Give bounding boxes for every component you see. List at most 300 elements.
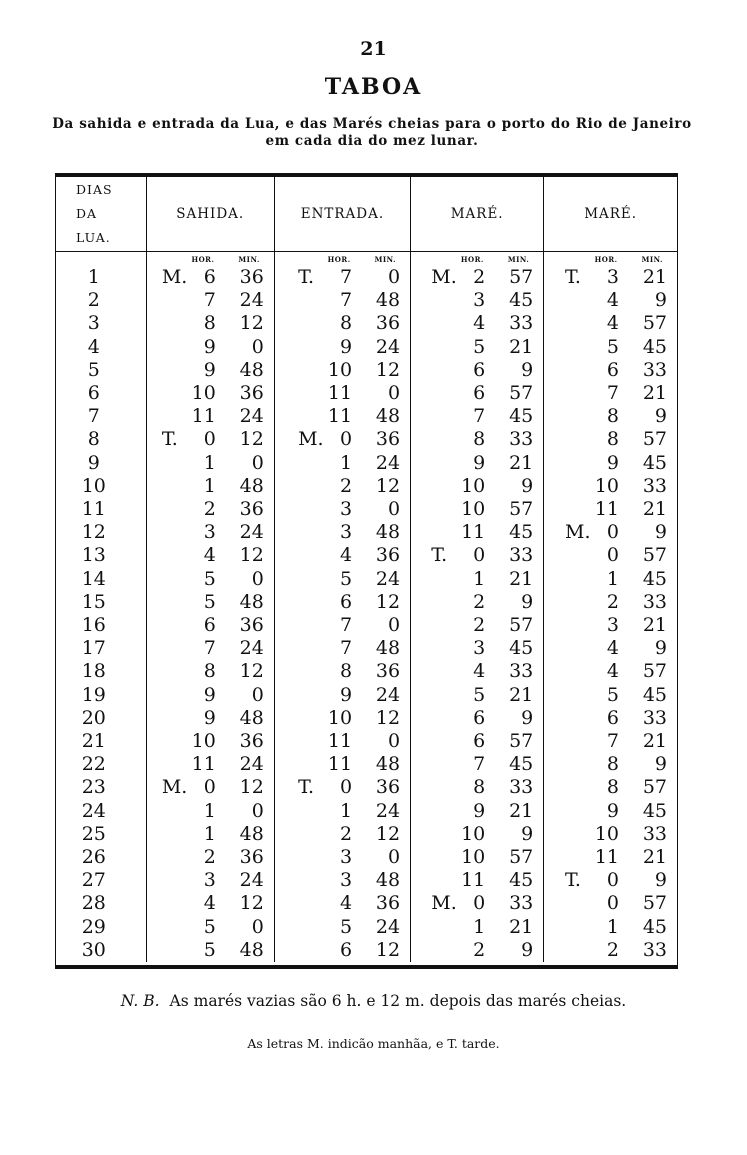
sahida-period xyxy=(162,336,190,359)
sahida-period xyxy=(162,614,190,637)
sahida-period xyxy=(162,405,190,428)
header-sahida: SAHIDA. xyxy=(146,177,274,252)
entrada-minutes: 12 xyxy=(375,474,401,497)
table-row xyxy=(56,359,677,382)
table-row xyxy=(56,939,677,962)
entrada-minutes: 36 xyxy=(375,428,401,451)
sahida-hours: 4 xyxy=(203,544,216,567)
sahida-cell xyxy=(146,475,274,498)
mare-2-hours: 0 xyxy=(606,544,619,567)
mare-2-minutes: 45 xyxy=(642,683,667,706)
mare-2-period xyxy=(565,684,593,707)
entrada-cell xyxy=(274,869,410,892)
mare-1-hours: 2 xyxy=(473,590,486,613)
table-row xyxy=(56,776,677,799)
mare-2-cell xyxy=(544,614,677,637)
mare-2-cell xyxy=(544,684,677,707)
entrada-cell xyxy=(274,846,410,869)
mare-1-hours: 4 xyxy=(473,660,486,683)
mare-2-period: T. xyxy=(565,266,581,288)
mare-1-period: T. xyxy=(431,544,448,567)
table-row xyxy=(56,382,677,405)
mare-2-period xyxy=(565,939,593,962)
entrada-minutes: 0 xyxy=(387,614,401,637)
mare-2-minutes: 21 xyxy=(642,498,667,521)
sahida-minutes: 12 xyxy=(239,660,264,683)
entrada-minutes: 36 xyxy=(375,544,401,567)
sahida-minutes: 24 xyxy=(239,637,264,660)
mare-1-period xyxy=(431,916,459,939)
units-mare-2: HOR. MIN. xyxy=(544,252,677,267)
day-cell: 11 xyxy=(81,498,106,521)
mare-1-minutes: 45 xyxy=(509,405,534,428)
entrada-cell xyxy=(274,916,410,939)
mare-1-hours: 6 xyxy=(473,730,486,753)
mare-2-period: M. xyxy=(565,521,591,544)
day-cell: 18 xyxy=(81,660,106,683)
mare-1-hours: 0 xyxy=(473,892,486,915)
mare-1-minutes: 9 xyxy=(521,474,534,497)
sahida-minutes: 24 xyxy=(239,869,264,892)
entrada-minutes: 12 xyxy=(375,822,401,845)
entrada-hours: 3 xyxy=(339,498,353,521)
sahida-hours: 0 xyxy=(203,776,216,799)
sahida-period: T. xyxy=(161,428,178,451)
mare-1-period xyxy=(431,312,459,335)
mare-2-period xyxy=(565,753,593,776)
sahida-minutes: 48 xyxy=(239,590,264,613)
units-row xyxy=(56,252,677,267)
entrada-cell xyxy=(274,382,410,405)
entrada-minutes: 48 xyxy=(375,753,401,776)
sahida-cell xyxy=(146,753,274,776)
day-cell: 14 xyxy=(81,567,106,590)
header-day-line1: DIAS xyxy=(76,182,113,197)
header-entrada: ENTRADA. xyxy=(274,177,410,252)
sahida-minutes: 24 xyxy=(239,289,264,312)
sahida-period xyxy=(162,869,190,892)
mare-2-cell xyxy=(544,405,677,428)
mare-1-minutes: 45 xyxy=(509,869,534,892)
entrada-minutes: 12 xyxy=(375,590,401,613)
entrada-hours: 6 xyxy=(339,590,353,613)
sahida-minutes: 12 xyxy=(239,544,264,567)
day-cell: 28 xyxy=(81,892,106,915)
entrada-hours: 3 xyxy=(339,869,353,892)
mare-1-cell xyxy=(411,730,544,753)
day-cell: 1 xyxy=(87,266,100,288)
mare-1-cell xyxy=(411,428,544,451)
day-cell: 2 xyxy=(87,289,100,312)
mare-2-period xyxy=(565,823,593,846)
mare-1-period xyxy=(431,823,459,846)
mare-2-period xyxy=(565,707,593,730)
mare-1-period xyxy=(431,498,459,521)
mare-2-hours: 0 xyxy=(606,521,619,544)
entrada-cell xyxy=(274,405,410,428)
mare-1-minutes: 21 xyxy=(509,683,534,706)
entrada-minutes: 48 xyxy=(375,869,401,892)
sahida-hours: 1 xyxy=(203,451,216,474)
mare-2-cell xyxy=(544,823,677,846)
sahida-minutes: 12 xyxy=(239,312,264,335)
table-row xyxy=(56,266,677,289)
mare-2-hours: 4 xyxy=(606,637,619,660)
table-row xyxy=(56,684,677,707)
entrada-minutes: 12 xyxy=(375,706,401,729)
table-row xyxy=(56,544,677,567)
sahida-hours: 8 xyxy=(203,660,216,683)
sahida-minutes: 0 xyxy=(251,451,264,474)
entrada-period xyxy=(298,452,326,475)
sahida-period xyxy=(162,684,190,707)
mare-1-hours: 10 xyxy=(461,846,486,869)
sahida-period xyxy=(162,382,190,405)
mare-2-hours: 10 xyxy=(594,822,619,845)
table-row xyxy=(56,591,677,614)
table-row xyxy=(56,475,677,498)
mare-1-minutes: 9 xyxy=(521,358,534,381)
mare-1-cell xyxy=(411,846,544,869)
mare-2-minutes: 45 xyxy=(642,799,667,822)
mare-2-cell xyxy=(544,753,677,776)
mare-1-hours: 4 xyxy=(473,312,486,335)
entrada-hours: 9 xyxy=(339,683,353,706)
sahida-minutes: 24 xyxy=(239,753,264,776)
sahida-cell xyxy=(146,591,274,614)
sahida-cell xyxy=(146,521,274,544)
sahida-period xyxy=(162,660,190,683)
entrada-hours: 5 xyxy=(339,567,353,590)
entrada-minutes: 12 xyxy=(375,938,401,961)
mare-1-cell xyxy=(411,521,544,544)
mare-2-period xyxy=(565,568,593,591)
mare-1-period xyxy=(431,846,459,869)
mare-2-cell xyxy=(544,359,677,382)
mare-2-minutes: 21 xyxy=(642,846,667,869)
sahida-minutes: 36 xyxy=(239,614,264,637)
mare-2-period xyxy=(565,428,593,451)
mare-1-cell xyxy=(411,289,544,312)
mare-2-minutes: 21 xyxy=(642,266,667,288)
table-row xyxy=(56,289,677,312)
mare-2-cell xyxy=(544,939,677,962)
entrada-cell xyxy=(274,892,410,915)
mare-1-period xyxy=(431,289,459,312)
mare-1-cell xyxy=(411,382,544,405)
mare-2-hours: 2 xyxy=(606,938,619,961)
entrada-cell xyxy=(274,266,410,289)
entrada-period xyxy=(298,591,326,614)
mare-1-period xyxy=(431,359,459,382)
entrada-cell xyxy=(274,800,410,823)
mare-1-hours: 8 xyxy=(473,776,486,799)
mare-1-cell xyxy=(411,475,544,498)
sahida-cell xyxy=(146,776,274,799)
mare-1-hours: 3 xyxy=(473,289,486,312)
mare-2-period xyxy=(565,382,593,405)
entrada-period xyxy=(298,498,326,521)
mare-1-hours: 6 xyxy=(473,382,486,405)
mare-1-cell xyxy=(411,660,544,683)
table-row xyxy=(56,498,677,521)
sahida-period xyxy=(162,312,190,335)
mare-1-minutes: 9 xyxy=(521,706,534,729)
mare-2-hours: 8 xyxy=(606,428,619,451)
entrada-hours: 3 xyxy=(339,521,353,544)
day-cell: 10 xyxy=(81,474,106,497)
mare-2-hours: 6 xyxy=(606,358,619,381)
entrada-cell xyxy=(274,544,410,567)
mare-1-period xyxy=(431,939,459,962)
mare-1-hours: 8 xyxy=(473,428,486,451)
entrada-cell xyxy=(274,753,410,776)
entrada-hours: 5 xyxy=(339,915,353,938)
mare-2-minutes: 57 xyxy=(642,660,667,683)
sahida-period xyxy=(162,498,190,521)
mare-1-hours: 11 xyxy=(461,521,486,544)
mare-2-cell xyxy=(544,568,677,591)
mare-1-hours: 6 xyxy=(473,358,486,381)
tide-table-frame xyxy=(55,173,678,969)
sahida-minutes: 36 xyxy=(239,382,264,405)
mare-2-period xyxy=(565,776,593,799)
sahida-minutes: 48 xyxy=(239,706,264,729)
mare-2-minutes: 9 xyxy=(654,405,667,428)
mare-2-hours: 6 xyxy=(606,706,619,729)
sahida-cell xyxy=(146,359,274,382)
day-cell: 30 xyxy=(81,938,106,961)
sahida-hours: 2 xyxy=(203,498,216,521)
table-row xyxy=(56,707,677,730)
entrada-period xyxy=(298,475,326,498)
sahida-period xyxy=(162,730,190,753)
mare-2-cell xyxy=(544,382,677,405)
mare-1-period xyxy=(431,614,459,637)
entrada-minutes: 24 xyxy=(375,335,401,358)
mare-1-cell xyxy=(411,544,544,567)
entrada-hours: 0 xyxy=(339,428,353,451)
day-cell: 9 xyxy=(87,451,100,474)
sahida-cell xyxy=(146,707,274,730)
sahida-hours: 9 xyxy=(203,358,216,381)
mare-1-hours: 2 xyxy=(473,938,486,961)
mare-2-period xyxy=(565,405,593,428)
mare-1-hours: 10 xyxy=(461,474,486,497)
mare-2-hours: 4 xyxy=(606,312,619,335)
header-mare-2: MARÉ. xyxy=(544,177,677,252)
entrada-cell xyxy=(274,707,410,730)
mare-1-period xyxy=(431,869,459,892)
mare-1-hours: 7 xyxy=(473,753,486,776)
sahida-hours: 3 xyxy=(203,521,216,544)
mare-1-hours: 2 xyxy=(473,614,486,637)
mare-2-minutes: 57 xyxy=(642,312,667,335)
mare-1-hours: 7 xyxy=(473,405,486,428)
entrada-hours: 2 xyxy=(339,822,353,845)
sahida-minutes: 0 xyxy=(251,915,264,938)
sahida-cell xyxy=(146,568,274,591)
sahida-cell xyxy=(146,637,274,660)
day-cell: 15 xyxy=(81,590,106,613)
entrada-hours: 2 xyxy=(339,474,353,497)
mare-1-minutes: 33 xyxy=(509,312,534,335)
header-day-line2: DA xyxy=(76,206,98,221)
entrada-hours: 4 xyxy=(339,544,353,567)
entrada-minutes: 48 xyxy=(375,405,401,428)
mare-1-period xyxy=(431,730,459,753)
mare-2-minutes: 45 xyxy=(642,915,667,938)
table-row xyxy=(56,405,677,428)
mare-1-period xyxy=(431,660,459,683)
sahida-minutes: 24 xyxy=(239,405,264,428)
mare-2-period xyxy=(565,498,593,521)
mare-2-period xyxy=(565,916,593,939)
mare-1-cell xyxy=(411,823,544,846)
sahida-cell xyxy=(146,266,274,289)
mare-2-minutes: 45 xyxy=(642,335,667,358)
table-row xyxy=(56,800,677,823)
entrada-hours: 7 xyxy=(339,289,353,312)
sahida-hours: 2 xyxy=(203,846,216,869)
sahida-cell xyxy=(146,498,274,521)
entrada-cell xyxy=(274,823,410,846)
mare-1-period xyxy=(431,382,459,405)
entrada-cell xyxy=(274,568,410,591)
entrada-minutes: 36 xyxy=(375,776,401,799)
mare-1-minutes: 33 xyxy=(509,892,534,915)
mare-2-hours: 11 xyxy=(594,498,619,521)
mare-2-hours: 8 xyxy=(606,776,619,799)
sahida-minutes: 36 xyxy=(239,498,264,521)
mare-2-cell xyxy=(544,707,677,730)
entrada-cell xyxy=(274,684,410,707)
sahida-hours: 4 xyxy=(203,892,216,915)
mare-1-minutes: 45 xyxy=(509,637,534,660)
sahida-hours: 9 xyxy=(203,706,216,729)
entrada-period xyxy=(298,521,326,544)
entrada-minutes: 24 xyxy=(375,451,401,474)
sahida-period xyxy=(162,846,190,869)
mare-2-minutes: 57 xyxy=(642,544,667,567)
table-row xyxy=(56,428,677,451)
mare-2-cell xyxy=(544,730,677,753)
mare-2-cell xyxy=(544,498,677,521)
mare-2-minutes: 33 xyxy=(642,706,667,729)
mare-2-cell xyxy=(544,591,677,614)
entrada-period xyxy=(298,869,326,892)
entrada-cell xyxy=(274,939,410,962)
mare-1-cell xyxy=(411,684,544,707)
page-number: 21 xyxy=(360,38,387,60)
entrada-cell xyxy=(274,660,410,683)
entrada-period xyxy=(298,916,326,939)
sahida-cell xyxy=(146,336,274,359)
note-label: N. B. xyxy=(120,992,160,1010)
mare-1-cell xyxy=(411,359,544,382)
mare-1-period: M. xyxy=(431,892,457,915)
mare-2-cell xyxy=(544,289,677,312)
mare-2-cell xyxy=(544,544,677,567)
entrada-period xyxy=(298,637,326,660)
sahida-hours: 1 xyxy=(203,822,216,845)
mare-1-hours: 10 xyxy=(461,498,486,521)
day-cell: 26 xyxy=(81,846,106,869)
entrada-minutes: 36 xyxy=(375,312,401,335)
mare-2-hours: 4 xyxy=(606,289,619,312)
mare-1-minutes: 21 xyxy=(509,915,534,938)
mare-1-minutes: 57 xyxy=(509,846,534,869)
mare-1-minutes: 21 xyxy=(509,451,534,474)
mare-2-period xyxy=(565,660,593,683)
mare-2-cell xyxy=(544,475,677,498)
entrada-hours: 11 xyxy=(327,382,353,405)
mare-2-minutes: 33 xyxy=(642,822,667,845)
sahida-hours: 5 xyxy=(203,915,216,938)
day-cell: 12 xyxy=(81,521,106,544)
sahida-period xyxy=(162,800,190,823)
entrada-minutes: 48 xyxy=(375,521,401,544)
entrada-cell xyxy=(274,591,410,614)
sahida-period xyxy=(162,916,190,939)
entrada-hours: 7 xyxy=(339,637,353,660)
mare-2-hours: 2 xyxy=(606,590,619,613)
sahida-hours: 11 xyxy=(191,405,216,428)
mare-2-minutes: 33 xyxy=(642,590,667,613)
mare-2-hours: 3 xyxy=(606,614,619,637)
sahida-cell xyxy=(146,730,274,753)
entrada-period: T. xyxy=(298,776,314,799)
entrada-cell xyxy=(274,289,410,312)
day-cell: 19 xyxy=(81,683,106,706)
mare-1-minutes: 33 xyxy=(509,776,534,799)
note-text: As marés vazias são 6 h. e 12 m. depois das marés cheias. xyxy=(169,992,627,1010)
mare-2-cell xyxy=(544,428,677,451)
mare-1-cell xyxy=(411,614,544,637)
sahida-hours: 10 xyxy=(191,730,216,753)
mare-1-minutes: 33 xyxy=(509,428,534,451)
entrada-period xyxy=(298,359,326,382)
mare-2-period: T. xyxy=(565,869,581,892)
mare-2-cell xyxy=(544,266,677,289)
mare-2-period xyxy=(565,846,593,869)
sahida-hours: 5 xyxy=(203,590,216,613)
sahida-minutes: 48 xyxy=(239,474,264,497)
mare-1-cell xyxy=(411,312,544,335)
sahida-cell xyxy=(146,428,274,451)
table-row xyxy=(56,753,677,776)
mare-1-cell xyxy=(411,707,544,730)
mare-1-minutes: 57 xyxy=(509,498,534,521)
table-row xyxy=(56,452,677,475)
mare-2-period xyxy=(565,359,593,382)
sahida-period xyxy=(162,892,190,915)
entrada-minutes: 24 xyxy=(375,567,401,590)
entrada-period xyxy=(298,312,326,335)
sahida-hours: 11 xyxy=(191,753,216,776)
sahida-period: M. xyxy=(161,266,188,288)
mare-1-period xyxy=(431,336,459,359)
mare-1-cell xyxy=(411,336,544,359)
entrada-period xyxy=(298,800,326,823)
mare-2-cell xyxy=(544,660,677,683)
entrada-period xyxy=(298,707,326,730)
sahida-period xyxy=(162,544,190,567)
mare-2-minutes: 57 xyxy=(642,892,667,915)
mare-1-cell xyxy=(411,405,544,428)
day-cell: 21 xyxy=(81,730,106,753)
mare-2-period xyxy=(565,800,593,823)
